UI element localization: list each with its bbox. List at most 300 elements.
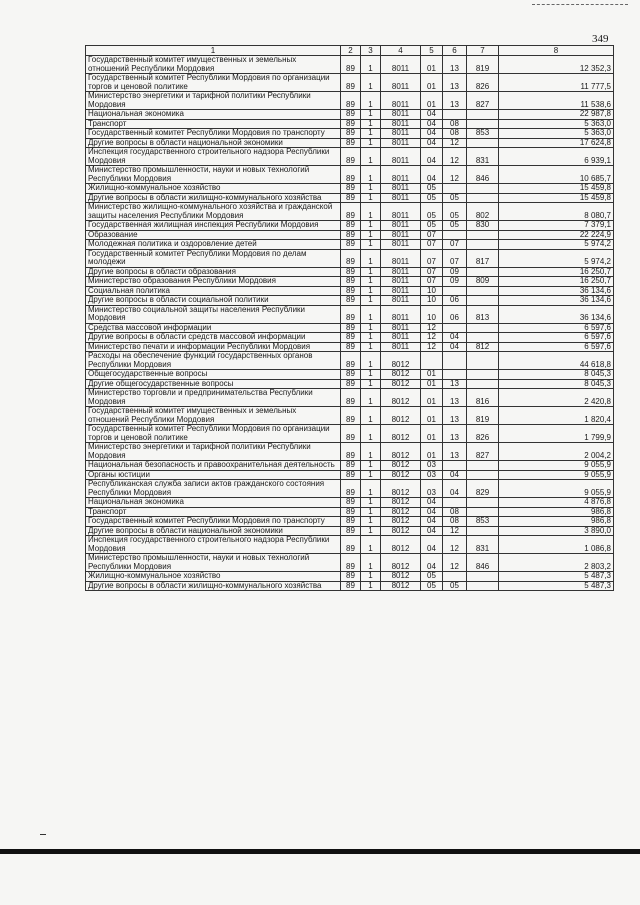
table-row bbox=[86, 342, 614, 352]
row-label-cell: Общегосударственные вопросы bbox=[86, 370, 341, 380]
table-row bbox=[86, 119, 614, 129]
table-cell: 1 bbox=[361, 554, 381, 572]
table-cell: 89 bbox=[341, 221, 361, 231]
table-cell: 827 bbox=[467, 443, 499, 461]
row-label-cell: Другие вопросы в области социальной политики bbox=[86, 296, 341, 306]
table-cell: 8011 bbox=[381, 184, 421, 194]
table-cell: 6 597,6 bbox=[499, 342, 614, 352]
table-cell: 8012 bbox=[381, 572, 421, 582]
table-row bbox=[86, 267, 614, 277]
row-label-cell: Жилищно-коммунальное хозяйство bbox=[86, 572, 341, 582]
table-cell: 07 bbox=[443, 240, 467, 250]
table-cell: 89 bbox=[341, 554, 361, 572]
table-cell: 13 bbox=[443, 379, 467, 389]
row-label-cell: Другие вопросы в области жилищно-коммунального хозяйства bbox=[86, 581, 341, 591]
table-row bbox=[86, 443, 614, 461]
table-cell: 89 bbox=[341, 249, 361, 267]
table-cell: 1 bbox=[361, 323, 381, 333]
table-cell: 8012 bbox=[381, 536, 421, 554]
table-cell bbox=[443, 230, 467, 240]
table-cell: 7 379,1 bbox=[499, 221, 614, 231]
table-cell: 89 bbox=[341, 461, 361, 471]
table-cell: 01 bbox=[421, 389, 443, 407]
table-cell: 8011 bbox=[381, 56, 421, 74]
table-cell bbox=[467, 267, 499, 277]
table-cell: 05 bbox=[443, 203, 467, 221]
table-cell: 831 bbox=[467, 148, 499, 166]
table-cell: 1 bbox=[361, 267, 381, 277]
table-cell: 8011 bbox=[381, 148, 421, 166]
table-cell: 07 bbox=[421, 230, 443, 240]
table-cell: 1 bbox=[361, 230, 381, 240]
table-cell bbox=[467, 581, 499, 591]
table-cell: 1 bbox=[361, 249, 381, 267]
bottom-scan-bar bbox=[0, 849, 640, 854]
table-cell: 89 bbox=[341, 379, 361, 389]
table-cell: 8012 bbox=[381, 526, 421, 536]
table-cell: 8011 bbox=[381, 323, 421, 333]
table-cell: 05 bbox=[421, 572, 443, 582]
table-cell: 8012 bbox=[381, 480, 421, 498]
table-cell: 04 bbox=[443, 480, 467, 498]
table-cell: 8011 bbox=[381, 203, 421, 221]
table-row bbox=[86, 536, 614, 554]
table-cell: 830 bbox=[467, 221, 499, 231]
row-label-cell: Государственный комитет Республики Мордовия по транспорту bbox=[86, 517, 341, 527]
table-cell: 8011 bbox=[381, 110, 421, 120]
table-cell: 13 bbox=[443, 443, 467, 461]
table-cell: 831 bbox=[467, 536, 499, 554]
table-row bbox=[86, 129, 614, 139]
table-cell: 1 bbox=[361, 352, 381, 370]
table-cell: 89 bbox=[341, 536, 361, 554]
table-cell bbox=[443, 352, 467, 370]
table-header-row bbox=[86, 46, 614, 56]
table-row bbox=[86, 379, 614, 389]
table-cell: 1 bbox=[361, 119, 381, 129]
table-row bbox=[86, 517, 614, 527]
table-cell bbox=[467, 379, 499, 389]
table-cell: 1 bbox=[361, 110, 381, 120]
table-cell bbox=[467, 323, 499, 333]
table-cell: 8012 bbox=[381, 407, 421, 425]
table-cell: 12 bbox=[443, 138, 467, 148]
table-cell: 89 bbox=[341, 286, 361, 296]
row-label-cell: Государственный комитет Республики Мордовия по организации торгов и ценовой политике bbox=[86, 425, 341, 443]
table-cell: 89 bbox=[341, 323, 361, 333]
table-cell: 05 bbox=[421, 221, 443, 231]
table-cell: 1 bbox=[361, 498, 381, 508]
table-row bbox=[86, 352, 614, 370]
table-cell: 89 bbox=[341, 184, 361, 194]
table-row bbox=[86, 184, 614, 194]
table-cell: 846 bbox=[467, 166, 499, 184]
row-label-cell: Министерство промышленности, науки и новых технологий Республики Мордовия bbox=[86, 554, 341, 572]
table-cell: 89 bbox=[341, 267, 361, 277]
table-cell bbox=[467, 572, 499, 582]
table-row bbox=[86, 92, 614, 110]
row-label-cell: Инспекция государственного строительного надзора Республики Мордовия bbox=[86, 536, 341, 554]
row-label-cell: Транспорт bbox=[86, 507, 341, 517]
table-row bbox=[86, 526, 614, 536]
table-cell: 8012 bbox=[381, 370, 421, 380]
table-cell bbox=[443, 323, 467, 333]
row-label-cell: Инспекция государственного строительного надзора Республики Мордовия bbox=[86, 148, 341, 166]
table-row bbox=[86, 389, 614, 407]
column-header: 7 bbox=[467, 46, 499, 56]
table-cell: 04 bbox=[443, 333, 467, 343]
table-cell bbox=[467, 498, 499, 508]
table-cell: 8011 bbox=[381, 286, 421, 296]
table-cell: 89 bbox=[341, 581, 361, 591]
table-cell: 09 bbox=[443, 277, 467, 287]
table-cell: 04 bbox=[421, 498, 443, 508]
table-row bbox=[86, 425, 614, 443]
table-cell: 04 bbox=[421, 166, 443, 184]
table-cell: 01 bbox=[421, 92, 443, 110]
table-cell: 1 bbox=[361, 305, 381, 323]
row-label-cell: Другие вопросы в области жилищно-коммунального хозяйства bbox=[86, 193, 341, 203]
row-label-cell: Министерство печати и информации Республики Мордовия bbox=[86, 342, 341, 352]
table-cell: 8012 bbox=[381, 517, 421, 527]
table-cell: 5 487,3 bbox=[499, 572, 614, 582]
table-cell bbox=[467, 110, 499, 120]
table-cell bbox=[443, 370, 467, 380]
table-cell: 12 bbox=[443, 526, 467, 536]
table-cell: 89 bbox=[341, 352, 361, 370]
table-cell: 89 bbox=[341, 296, 361, 306]
row-label-cell: Транспорт bbox=[86, 119, 341, 129]
table-cell: 89 bbox=[341, 110, 361, 120]
table-cell: 89 bbox=[341, 526, 361, 536]
column-header: 4 bbox=[381, 46, 421, 56]
table-cell: 89 bbox=[341, 92, 361, 110]
row-label-cell: Государственная жилищная инспекция Республики Мордовия bbox=[86, 221, 341, 231]
row-label-cell: Средства массовой информации bbox=[86, 323, 341, 333]
table-cell: 1 bbox=[361, 581, 381, 591]
row-label-cell: Жилищно-коммунальное хозяйство bbox=[86, 184, 341, 194]
table-cell: 06 bbox=[443, 305, 467, 323]
table-cell: 8 045,3 bbox=[499, 379, 614, 389]
table-cell: 8011 bbox=[381, 305, 421, 323]
table-cell: 07 bbox=[443, 249, 467, 267]
table-cell: 89 bbox=[341, 370, 361, 380]
table-cell: 01 bbox=[421, 74, 443, 92]
table-cell: 89 bbox=[341, 517, 361, 527]
table-cell bbox=[467, 184, 499, 194]
table-cell bbox=[443, 498, 467, 508]
column-header: 5 bbox=[421, 46, 443, 56]
row-label-cell: Другие общегосударственные вопросы bbox=[86, 379, 341, 389]
table-cell: 8011 bbox=[381, 166, 421, 184]
table-cell: 1 bbox=[361, 193, 381, 203]
table-row bbox=[86, 461, 614, 471]
table-cell: 13 bbox=[443, 56, 467, 74]
table-cell: 12 bbox=[443, 148, 467, 166]
table-cell: 8012 bbox=[381, 352, 421, 370]
table-cell: 8012 bbox=[381, 581, 421, 591]
table-cell: 1 bbox=[361, 129, 381, 139]
table-cell: 8011 bbox=[381, 74, 421, 92]
table-cell: 8012 bbox=[381, 379, 421, 389]
table-cell: 89 bbox=[341, 470, 361, 480]
table-cell: 1 086,8 bbox=[499, 536, 614, 554]
row-label-cell: Министерство промышленности, науки и новых технологий Республики Мордовия bbox=[86, 166, 341, 184]
table-cell: 1 bbox=[361, 277, 381, 287]
table-cell: 89 bbox=[341, 119, 361, 129]
table-cell: 1 bbox=[361, 184, 381, 194]
table-cell bbox=[467, 296, 499, 306]
table-cell: 89 bbox=[341, 74, 361, 92]
table-cell: 9 055,9 bbox=[499, 480, 614, 498]
table-cell: 09 bbox=[443, 267, 467, 277]
table-cell: 89 bbox=[341, 342, 361, 352]
table-cell bbox=[467, 333, 499, 343]
table-cell: 8012 bbox=[381, 507, 421, 517]
table-cell: 1 bbox=[361, 148, 381, 166]
table-cell: 01 bbox=[421, 370, 443, 380]
table-cell: 809 bbox=[467, 277, 499, 287]
table-cell: 89 bbox=[341, 203, 361, 221]
table-cell: 8012 bbox=[381, 461, 421, 471]
table-cell bbox=[443, 184, 467, 194]
table-cell: 1 bbox=[361, 56, 381, 74]
table-cell: 1 bbox=[361, 74, 381, 92]
table-cell: 06 bbox=[443, 296, 467, 306]
table-cell: 8011 bbox=[381, 193, 421, 203]
table-cell: 8011 bbox=[381, 230, 421, 240]
table-cell: 5 487,3 bbox=[499, 581, 614, 591]
table-cell bbox=[443, 286, 467, 296]
table-cell bbox=[467, 230, 499, 240]
table-cell: 829 bbox=[467, 480, 499, 498]
table-cell: 4 876,8 bbox=[499, 498, 614, 508]
table-cell: 04 bbox=[421, 138, 443, 148]
table-cell: 819 bbox=[467, 56, 499, 74]
table-cell: 04 bbox=[421, 536, 443, 554]
table-cell: 8011 bbox=[381, 221, 421, 231]
table-cell: 04 bbox=[421, 129, 443, 139]
table-cell: 05 bbox=[443, 221, 467, 231]
table-cell: 5 363,0 bbox=[499, 119, 614, 129]
table-cell: 03 bbox=[421, 480, 443, 498]
top-dashed-line bbox=[532, 4, 628, 5]
table-cell: 04 bbox=[421, 110, 443, 120]
table-cell: 13 bbox=[443, 74, 467, 92]
row-label-cell: Национальная экономика bbox=[86, 498, 341, 508]
table-cell: 13 bbox=[443, 389, 467, 407]
table-cell: 8012 bbox=[381, 554, 421, 572]
table-cell: 13 bbox=[443, 425, 467, 443]
row-label-cell: Социальная политика bbox=[86, 286, 341, 296]
row-label-cell: Государственный комитет имущественных и земельных отношений Республики Мордовия bbox=[86, 56, 341, 74]
table-cell: 89 bbox=[341, 305, 361, 323]
table-cell: 01 bbox=[421, 443, 443, 461]
table-cell: 1 bbox=[361, 286, 381, 296]
table-cell: 1 bbox=[361, 370, 381, 380]
table-cell: 89 bbox=[341, 480, 361, 498]
table-cell: 89 bbox=[341, 166, 361, 184]
table-cell: 89 bbox=[341, 572, 361, 582]
table-cell: 6 939,1 bbox=[499, 148, 614, 166]
table-cell: 01 bbox=[421, 425, 443, 443]
table-cell: 07 bbox=[421, 249, 443, 267]
table-cell: 16 250,7 bbox=[499, 267, 614, 277]
table-cell bbox=[467, 119, 499, 129]
table-row bbox=[86, 507, 614, 517]
table-row bbox=[86, 148, 614, 166]
table-row bbox=[86, 305, 614, 323]
table-cell: 89 bbox=[341, 277, 361, 287]
table-row bbox=[86, 203, 614, 221]
table-cell: 5 974,2 bbox=[499, 240, 614, 250]
table-cell: 89 bbox=[341, 498, 361, 508]
table-cell: 89 bbox=[341, 425, 361, 443]
table-row bbox=[86, 333, 614, 343]
table-cell: 89 bbox=[341, 240, 361, 250]
row-label-cell: Министерство образования Республики Мордовия bbox=[86, 277, 341, 287]
table-cell: 89 bbox=[341, 193, 361, 203]
table-cell: 812 bbox=[467, 342, 499, 352]
table-cell: 44 618,8 bbox=[499, 352, 614, 370]
table-cell: 6 597,6 bbox=[499, 323, 614, 333]
table-cell: 2 420,8 bbox=[499, 389, 614, 407]
table-cell: 1 bbox=[361, 572, 381, 582]
row-label-cell: Министерство энергетики и тарифной политики Республики Мордовия bbox=[86, 92, 341, 110]
table-cell: 1 bbox=[361, 203, 381, 221]
table-row bbox=[86, 110, 614, 120]
table-cell: 15 459,8 bbox=[499, 193, 614, 203]
table-row bbox=[86, 480, 614, 498]
table-cell: 15 459,8 bbox=[499, 184, 614, 194]
table-cell: 1 bbox=[361, 526, 381, 536]
table-cell: 1 bbox=[361, 517, 381, 527]
table-cell: 8012 bbox=[381, 443, 421, 461]
table-cell bbox=[467, 286, 499, 296]
table-cell: 04 bbox=[421, 119, 443, 129]
table-cell: 8011 bbox=[381, 129, 421, 139]
table-row bbox=[86, 470, 614, 480]
table-cell bbox=[467, 370, 499, 380]
row-label-cell: Другие вопросы в области образования bbox=[86, 267, 341, 277]
table-cell: 8012 bbox=[381, 389, 421, 407]
table-cell: 89 bbox=[341, 507, 361, 517]
table-cell: 89 bbox=[341, 230, 361, 240]
table-cell: 04 bbox=[421, 507, 443, 517]
table-cell: 1 bbox=[361, 480, 381, 498]
table-cell bbox=[467, 526, 499, 536]
table-cell: 9 055,9 bbox=[499, 470, 614, 480]
table-cell: 1 bbox=[361, 342, 381, 352]
table-cell: 3 890,0 bbox=[499, 526, 614, 536]
table-row bbox=[86, 166, 614, 184]
table-cell: 1 bbox=[361, 536, 381, 554]
table-cell: 5 363,0 bbox=[499, 129, 614, 139]
table-cell: 1 bbox=[361, 407, 381, 425]
table-cell: 853 bbox=[467, 517, 499, 527]
table-cell: 89 bbox=[341, 56, 361, 74]
table-cell: 2 803,2 bbox=[499, 554, 614, 572]
table-cell: 2 004,2 bbox=[499, 443, 614, 461]
table-row bbox=[86, 240, 614, 250]
row-label-cell: Государственный комитет Республики Мордовия по делам молодежи bbox=[86, 249, 341, 267]
table-row bbox=[86, 56, 614, 74]
table-cell: 11 538,6 bbox=[499, 92, 614, 110]
table-cell: 12 bbox=[421, 342, 443, 352]
table-cell: 89 bbox=[341, 443, 361, 461]
table-row bbox=[86, 138, 614, 148]
table-cell: 1 bbox=[361, 443, 381, 461]
table-cell bbox=[467, 461, 499, 471]
table-cell: 04 bbox=[443, 470, 467, 480]
table-cell: 8011 bbox=[381, 333, 421, 343]
table-cell bbox=[467, 138, 499, 148]
table-row bbox=[86, 286, 614, 296]
table-cell: 8012 bbox=[381, 425, 421, 443]
table-cell: 8011 bbox=[381, 342, 421, 352]
table-cell: 1 bbox=[361, 389, 381, 407]
row-label-cell: Образование bbox=[86, 230, 341, 240]
table-row bbox=[86, 221, 614, 231]
table-cell: 826 bbox=[467, 425, 499, 443]
table-cell: 89 bbox=[341, 407, 361, 425]
table-cell: 8011 bbox=[381, 277, 421, 287]
budget-table bbox=[85, 45, 614, 591]
table-cell: 1 bbox=[361, 425, 381, 443]
table-cell bbox=[467, 352, 499, 370]
table-cell: 11 777,5 bbox=[499, 74, 614, 92]
table-cell: 01 bbox=[421, 379, 443, 389]
table-cell bbox=[443, 572, 467, 582]
table-cell: 05 bbox=[421, 203, 443, 221]
table-cell bbox=[467, 193, 499, 203]
table-cell: 07 bbox=[421, 277, 443, 287]
table-cell: 8011 bbox=[381, 267, 421, 277]
table-cell: 08 bbox=[443, 507, 467, 517]
table-cell: 03 bbox=[421, 470, 443, 480]
table-row bbox=[86, 74, 614, 92]
table-cell: 9 055,9 bbox=[499, 461, 614, 471]
row-label-cell: Национальная безопасность и правоохранительная деятельность bbox=[86, 461, 341, 471]
table-cell: 1 bbox=[361, 507, 381, 517]
table-row bbox=[86, 323, 614, 333]
table-cell: 8 080,7 bbox=[499, 203, 614, 221]
table-cell: 1 bbox=[361, 461, 381, 471]
row-label-cell: Государственный комитет имущественных и земельных отношений Республики Мордовия bbox=[86, 407, 341, 425]
table-cell: 8011 bbox=[381, 92, 421, 110]
table-cell: 36 134,6 bbox=[499, 286, 614, 296]
table-cell: 8011 bbox=[381, 138, 421, 148]
table-row bbox=[86, 554, 614, 572]
table-row bbox=[86, 370, 614, 380]
table-cell: 89 bbox=[341, 389, 361, 407]
table-cell: 08 bbox=[443, 517, 467, 527]
table-cell: 12 bbox=[421, 323, 443, 333]
table-cell: 8011 bbox=[381, 240, 421, 250]
table-cell: 12 bbox=[443, 166, 467, 184]
table-cell: 08 bbox=[443, 129, 467, 139]
table-cell: 819 bbox=[467, 407, 499, 425]
margin-mark bbox=[40, 834, 46, 835]
table-cell: 22 987,8 bbox=[499, 110, 614, 120]
table-row bbox=[86, 230, 614, 240]
table-cell: 1 bbox=[361, 221, 381, 231]
table-cell: 1 bbox=[361, 296, 381, 306]
table-cell: 04 bbox=[421, 554, 443, 572]
table-row bbox=[86, 193, 614, 203]
row-label-cell: Государственный комитет Республики Мордовия по транспорту bbox=[86, 129, 341, 139]
row-label-cell: Министерство торговли и предпринимательства Республики Мордовия bbox=[86, 389, 341, 407]
